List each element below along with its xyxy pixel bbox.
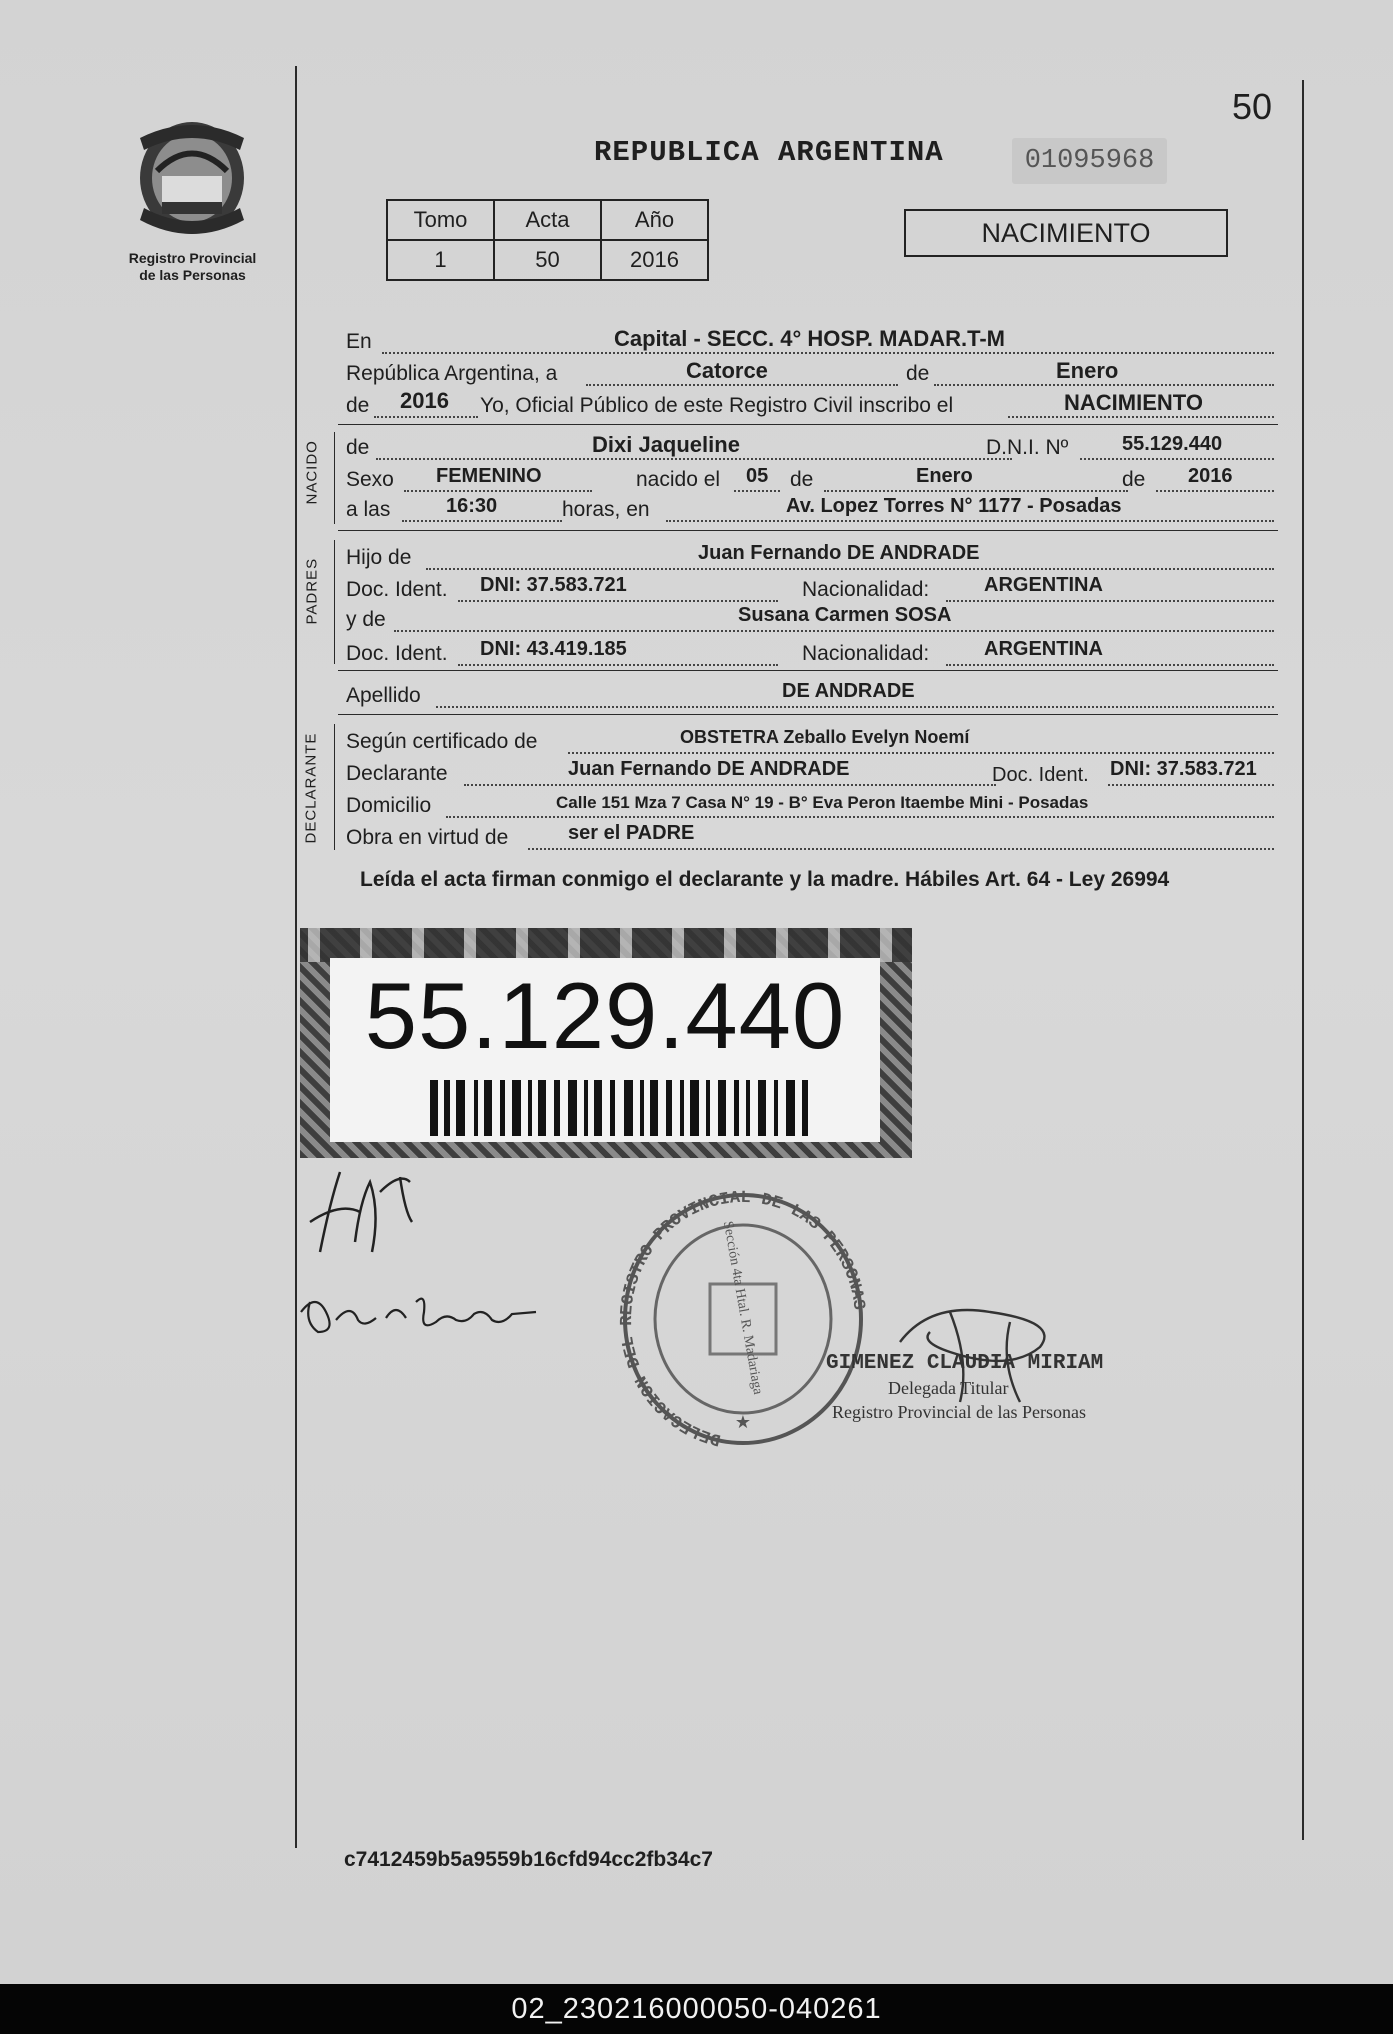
- divider-nacido: [338, 530, 1278, 531]
- value-mother-nat: ARGENTINA: [984, 638, 1103, 660]
- right-margin-line: [1302, 80, 1304, 1840]
- dots-obra: [528, 848, 1274, 850]
- dots-en: [382, 352, 1274, 354]
- label-hijo-de: Hijo de: [346, 546, 412, 569]
- dots-domicilio: [446, 816, 1274, 818]
- barcode: [430, 1080, 810, 1136]
- divider-padres: [338, 670, 1278, 671]
- registry-caption: [110, 250, 275, 284]
- dots-father: [426, 568, 1274, 570]
- value-birth-year: 2016: [1188, 465, 1233, 487]
- value-place: Capital - SECC. 4° HOSP. MADAR.T-M: [614, 326, 1005, 351]
- label-born-de: de: [346, 436, 370, 459]
- footer-code-bar: [0, 1984, 1393, 2034]
- label-dni: D.N.I. Nº: [986, 436, 1069, 459]
- row-place: [346, 326, 1276, 356]
- value-registration-day: Catorce: [686, 358, 768, 383]
- dots-declarante: [464, 784, 996, 786]
- row-certificate: [346, 726, 1276, 756]
- dots-apellido: [436, 706, 1274, 708]
- dots-father-nat: [946, 600, 1274, 602]
- document-hash: c7412459b5a9559b16cfd94cc2fb34c7: [344, 1848, 713, 1871]
- dots-birth-day: [734, 490, 780, 492]
- row-obra: [346, 822, 1276, 852]
- value-birth-month: Enero: [916, 465, 973, 487]
- row-domicile: [346, 790, 1276, 820]
- label-obra: Obra en virtud de: [346, 826, 509, 849]
- id-number-label: [300, 928, 912, 1158]
- label-pattern-strip: [300, 928, 912, 962]
- svg-text:★: ★: [734, 1412, 752, 1432]
- declarante-bracket-line: [334, 724, 335, 850]
- label-mother-nat: Nacionalidad:: [802, 642, 930, 665]
- id-number: 55.129.440: [364, 963, 846, 1068]
- value-registration-month: Enero: [1056, 358, 1119, 383]
- dots-birth-month: [824, 490, 1128, 492]
- footer-code: 02_230216000050-040261: [511, 1993, 882, 2025]
- row-mother-doc: [346, 638, 1276, 668]
- row-year-officer: [346, 390, 1276, 420]
- label-apellido: Apellido: [346, 684, 421, 707]
- dots-cert: [568, 752, 1274, 754]
- label-father-nat: Nacionalidad:: [802, 578, 930, 601]
- label-de-year: de: [346, 394, 370, 417]
- closing-text: Leída el acta firman conmigo el declarante y la madre. Hábiles Art. 64 - Ley 26994: [360, 868, 1170, 891]
- value-declarant: Juan Fernando DE ANDRADE: [568, 758, 850, 780]
- value-born-name: Dixi Jaqueline: [592, 432, 740, 457]
- label-nacido-el: nacido el: [636, 468, 721, 491]
- row-mother: [346, 604, 1276, 634]
- row-father: [346, 542, 1276, 572]
- serial-number: 01095968: [1012, 138, 1167, 184]
- label-father-doc: Doc. Ident.: [346, 578, 448, 601]
- label-domicilio: Domicilio: [346, 794, 432, 817]
- value-surname: DE ANDRADE: [782, 680, 915, 702]
- value-mother-doc: DNI: 43.419.185: [480, 638, 627, 660]
- officer-text: Yo, Oficial Público de este Registro Civil inscribo el: [480, 394, 954, 417]
- dots-time: [402, 520, 562, 522]
- official-role: Delegada Titular: [888, 1378, 1009, 1398]
- value-birth-place: Av. Lopez Torres N° 1177 - Posadas: [786, 495, 1122, 517]
- label-republica: República Argentina, a: [346, 362, 558, 385]
- dots-born-name: [376, 458, 1012, 460]
- label-horas: horas, en: [562, 498, 650, 521]
- label-y-de: y de: [346, 608, 386, 631]
- dots-day: [586, 384, 898, 386]
- dots-birth-year: [1156, 490, 1274, 492]
- label-mother-doc: Doc. Ident.: [346, 642, 448, 665]
- book-value-acta: 50: [494, 240, 601, 280]
- mother-signature: [296, 1282, 556, 1342]
- book-value-anio: 2016: [601, 240, 708, 280]
- dots-mother-doc: [458, 664, 778, 666]
- value-registration-year: 2016: [400, 388, 449, 413]
- dots-mother: [394, 630, 1274, 632]
- country-title: REPUBLICA ARGENTINA: [594, 136, 944, 169]
- label-birth-de: de: [790, 468, 814, 491]
- value-mother-name: Susana Carmen SOSA: [738, 604, 952, 626]
- side-label-padres: PADRES: [303, 557, 321, 625]
- row-time-place: [346, 494, 1276, 524]
- label-a-las: a las: [346, 498, 391, 521]
- book-table-value-row: [387, 240, 708, 280]
- nacido-bracket-line: [334, 432, 335, 524]
- label-birth-de2: de: [1122, 468, 1146, 491]
- row-declarant: [346, 758, 1276, 788]
- book-value-tomo: 1: [387, 240, 494, 280]
- book-header-tomo: Tomo: [387, 200, 494, 240]
- declarant-signature: [300, 1162, 430, 1262]
- label-declarante: Declarante: [346, 762, 448, 785]
- dots-record: [1008, 416, 1274, 418]
- value-decl-doc: DNI: 37.583.721: [1110, 758, 1257, 780]
- dots-sexo: [404, 490, 592, 492]
- dots-mother-nat: [946, 664, 1274, 666]
- value-birth-day: 05: [746, 465, 769, 487]
- side-label-declarante: DECLARANTE: [302, 732, 320, 844]
- value-sexo: FEMENINO: [436, 465, 542, 487]
- label-cert: Según certificado de: [346, 730, 538, 753]
- row-born-name: [346, 432, 1276, 462]
- value-domicile: Calle 151 Mza 7 Casa N° 19 - B° Eva Peron Itaembe Mini - Posadas: [556, 793, 1089, 812]
- book-table: [386, 199, 709, 281]
- value-father-nat: ARGENTINA: [984, 574, 1103, 596]
- stamp-ring-text: DELEGACION DEL REGISTRO PROVINCIAL DE LAS PERSONAS: [618, 1188, 868, 1449]
- value-cert: OBSTETRA Zeballo Evelyn Noemí: [680, 727, 970, 747]
- id-number-panel: [330, 958, 880, 1142]
- label-de-month: de: [906, 362, 930, 385]
- dots-month: [934, 384, 1274, 386]
- row-father-doc: [346, 574, 1276, 604]
- dots-year: [374, 416, 478, 418]
- book-header-anio: Año: [601, 200, 708, 240]
- label-sexo: Sexo: [346, 468, 394, 491]
- value-father-name: Juan Fernando DE ANDRADE: [698, 542, 980, 564]
- side-label-nacido: NACIDO: [303, 440, 321, 505]
- value-father-doc: DNI: 37.583.721: [480, 574, 627, 596]
- dots-dni: [1080, 458, 1274, 460]
- row-surname: [346, 680, 1276, 710]
- row-date-registration: [346, 358, 1276, 388]
- dots-birth-place: [666, 520, 1274, 522]
- registry-caption-line1: Registro Provincial: [128, 250, 257, 266]
- province-shield-logo: [132, 116, 252, 246]
- value-born-dni: 55.129.440: [1122, 433, 1223, 455]
- stamp-inner-text: Sección 4ta Htal. R. Madariaga: [719, 1220, 766, 1396]
- label-decl-doc: Doc. Ident.: [992, 764, 1089, 786]
- record-type-box: NACIMIENTO: [904, 209, 1228, 257]
- row-sex-birthdate: [346, 464, 1276, 494]
- book-header-acta: Acta: [494, 200, 601, 240]
- divider-apellido: [338, 714, 1278, 715]
- divider-place: [338, 424, 1278, 425]
- official-name: GIMENEZ CLAUDIA MIRIAM: [826, 1352, 1104, 1375]
- registry-caption-line2: de las Personas: [139, 267, 246, 283]
- folio-number: 50: [1232, 86, 1273, 127]
- dots-decl-doc: [1108, 784, 1274, 786]
- padres-bracket-line: [334, 540, 335, 664]
- label-en: En: [346, 330, 372, 353]
- book-table-header-row: [387, 200, 708, 240]
- value-record-type: NACIMIENTO: [1064, 390, 1203, 415]
- dots-father-doc: [458, 600, 778, 602]
- official-organization: Registro Provincial de las Personas: [832, 1402, 1086, 1422]
- value-birth-time: 16:30: [446, 495, 498, 517]
- left-margin-line: [295, 66, 297, 1848]
- value-obra: ser el PADRE: [568, 822, 695, 844]
